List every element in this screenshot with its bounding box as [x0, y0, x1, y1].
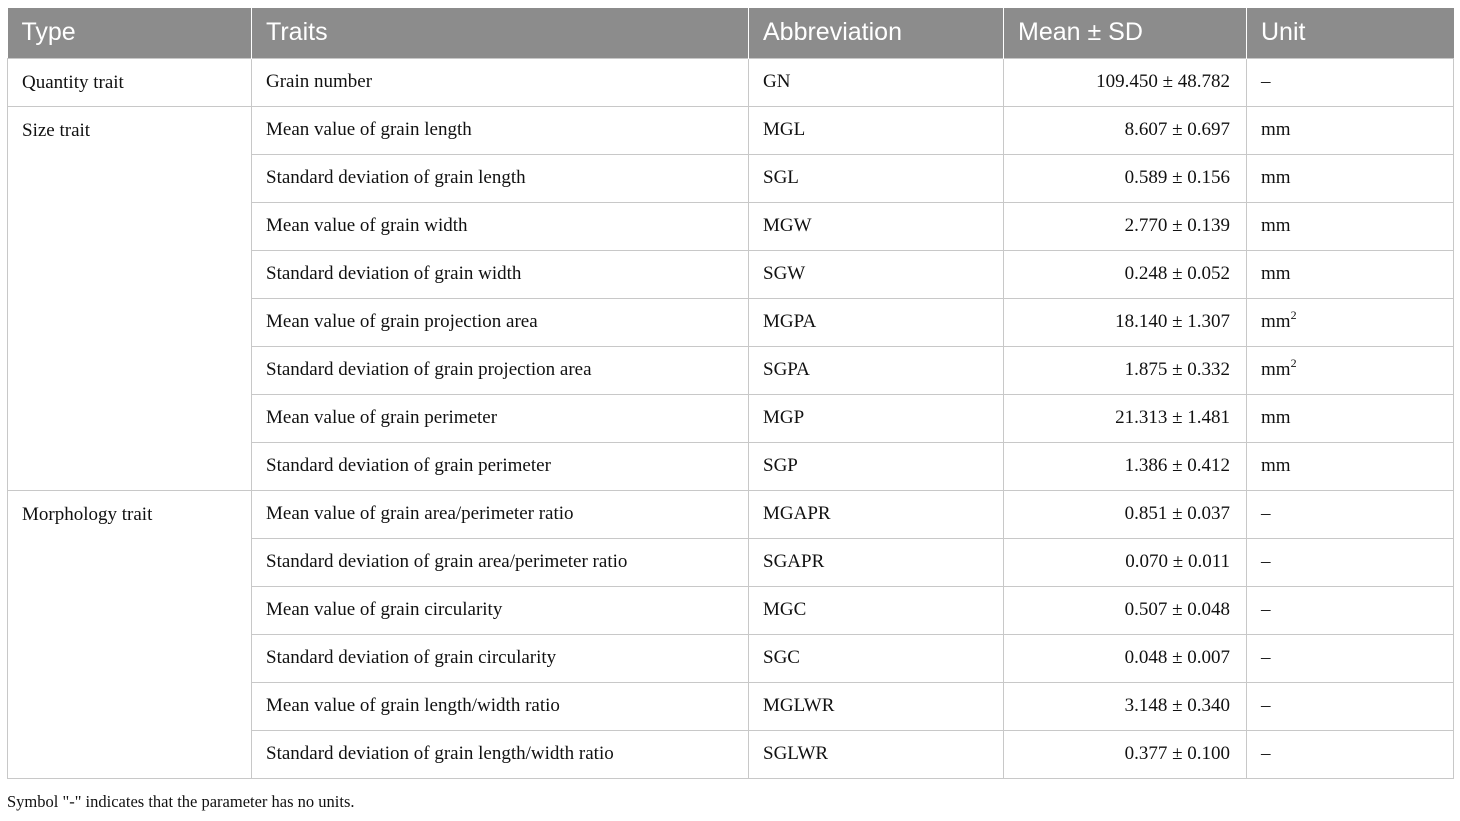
unit-superscript: 2: [1290, 308, 1297, 322]
table-body: [8, 58, 1454, 778]
abbreviation-cell: SGP: [749, 442, 1004, 490]
unit-cell: [1247, 442, 1454, 490]
abbreviation-cell: MGP: [749, 394, 1004, 442]
traits-table: [7, 8, 1454, 779]
abbreviation-cell: MGPA: [749, 298, 1004, 346]
unit-cell: [1247, 106, 1454, 154]
table-row: [8, 490, 1454, 538]
unit-text: –: [1261, 551, 1271, 572]
abbreviation-cell: SGAPR: [749, 538, 1004, 586]
mean-sd-cell: 1.386 ± 0.412: [1004, 442, 1247, 490]
unit-superscript: 2: [1290, 356, 1297, 370]
header-abbreviation: Abbreviation: [749, 8, 1004, 58]
type-cell: Size trait: [8, 106, 252, 490]
abbreviation-cell: MGLWR: [749, 682, 1004, 730]
unit-text: –: [1261, 695, 1271, 716]
mean-sd-cell: 0.851 ± 0.037: [1004, 490, 1247, 538]
unit-text: –: [1261, 647, 1271, 668]
type-cell: Quantity trait: [8, 58, 252, 106]
unit-text: –: [1261, 503, 1271, 524]
abbreviation-cell: SGL: [749, 154, 1004, 202]
unit-cell: [1247, 586, 1454, 634]
mean-sd-cell: 0.589 ± 0.156: [1004, 154, 1247, 202]
unit-text: –: [1261, 599, 1271, 620]
unit-text: mm: [1261, 167, 1291, 188]
unit-cell: [1247, 538, 1454, 586]
trait-cell: Mean value of grain perimeter: [252, 394, 749, 442]
trait-cell: Mean value of grain area/perimeter ratio: [252, 490, 749, 538]
unit-text: mm: [1261, 455, 1291, 476]
header-unit: Unit: [1247, 8, 1454, 58]
mean-sd-cell: 21.313 ± 1.481: [1004, 394, 1247, 442]
trait-cell: Standard deviation of grain perimeter: [252, 442, 749, 490]
unit-cell: [1247, 250, 1454, 298]
trait-cell: Standard deviation of grain width: [252, 250, 749, 298]
unit-cell: [1247, 202, 1454, 250]
mean-sd-cell: 0.377 ± 0.100: [1004, 730, 1247, 778]
unit-text: mm: [1261, 311, 1291, 332]
header-type: Type: [8, 8, 252, 58]
mean-sd-cell: 0.048 ± 0.007: [1004, 634, 1247, 682]
table-footnote: Symbol "-" indicates that the parameter has no units.: [7, 792, 355, 811]
table-row: [8, 58, 1454, 106]
trait-cell: Mean value of grain circularity: [252, 586, 749, 634]
mean-sd-cell: 0.070 ± 0.011: [1004, 538, 1247, 586]
mean-sd-cell: 1.875 ± 0.332: [1004, 346, 1247, 394]
unit-text: mm: [1261, 407, 1291, 428]
table-row: [8, 106, 1454, 154]
abbreviation-cell: SGW: [749, 250, 1004, 298]
unit-text: –: [1261, 743, 1271, 764]
abbreviation-cell: MGC: [749, 586, 1004, 634]
header-mean-sd: Mean ± SD: [1004, 8, 1247, 58]
mean-sd-cell: 3.148 ± 0.340: [1004, 682, 1247, 730]
unit-text: mm: [1261, 263, 1291, 284]
header-row: [8, 8, 1454, 58]
abbreviation-cell: SGC: [749, 634, 1004, 682]
abbreviation-cell: GN: [749, 58, 1004, 106]
unit-text: –: [1261, 71, 1271, 92]
unit-cell: [1247, 394, 1454, 442]
mean-sd-cell: 0.248 ± 0.052: [1004, 250, 1247, 298]
abbreviation-cell: MGL: [749, 106, 1004, 154]
unit-cell: [1247, 154, 1454, 202]
mean-sd-cell: 2.770 ± 0.139: [1004, 202, 1247, 250]
unit-cell: [1247, 634, 1454, 682]
trait-cell: Standard deviation of grain length/width ratio: [252, 730, 749, 778]
trait-cell: Standard deviation of grain circularity: [252, 634, 749, 682]
unit-cell: [1247, 298, 1454, 346]
trait-cell: Mean value of grain projection area: [252, 298, 749, 346]
abbreviation-cell: SGLWR: [749, 730, 1004, 778]
trait-cell: Grain number: [252, 58, 749, 106]
mean-sd-cell: 109.450 ± 48.782: [1004, 58, 1247, 106]
unit-cell: [1247, 730, 1454, 778]
unit-cell: [1247, 682, 1454, 730]
abbreviation-cell: MGW: [749, 202, 1004, 250]
trait-cell: Mean value of grain length: [252, 106, 749, 154]
unit-text: mm: [1261, 215, 1291, 236]
trait-cell: Mean value of grain length/width ratio: [252, 682, 749, 730]
trait-cell: Standard deviation of grain projection area: [252, 346, 749, 394]
unit-text: mm: [1261, 359, 1291, 380]
type-cell: Morphology trait: [8, 490, 252, 778]
abbreviation-cell: MGAPR: [749, 490, 1004, 538]
trait-cell: Standard deviation of grain length: [252, 154, 749, 202]
mean-sd-cell: 0.507 ± 0.048: [1004, 586, 1247, 634]
abbreviation-cell: SGPA: [749, 346, 1004, 394]
unit-cell: [1247, 490, 1454, 538]
table-header: [8, 8, 1454, 58]
traits-table-container: [7, 8, 1453, 779]
unit-text: mm: [1261, 119, 1291, 140]
unit-cell: [1247, 58, 1454, 106]
mean-sd-cell: 18.140 ± 1.307: [1004, 298, 1247, 346]
unit-cell: [1247, 346, 1454, 394]
mean-sd-cell: 8.607 ± 0.697: [1004, 106, 1247, 154]
trait-cell: Standard deviation of grain area/perimeter ratio: [252, 538, 749, 586]
header-traits: Traits: [252, 8, 749, 58]
trait-cell: Mean value of grain width: [252, 202, 749, 250]
